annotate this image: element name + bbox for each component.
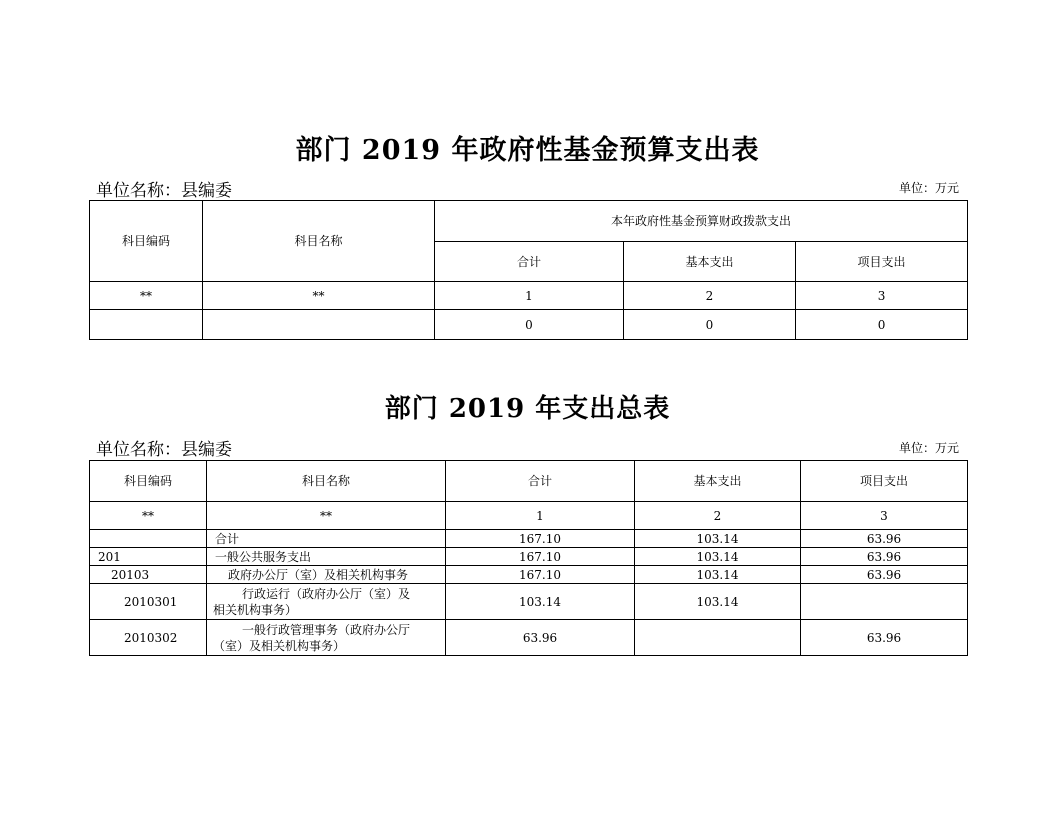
row-total: 167.10 <box>446 566 635 584</box>
table-cell: 3 <box>796 282 968 310</box>
header-row <box>90 461 968 502</box>
row-total: 103.14 <box>446 584 635 620</box>
row-name-line: 相关机构事务） <box>213 602 298 617</box>
row-name: 政府办公厅（室）及相关机构事务 <box>207 566 446 584</box>
section2-unit-name: 单位名称：县编委 <box>96 440 232 460</box>
row-project: 63.96 <box>801 620 968 656</box>
row-total: 63.96 <box>446 620 635 656</box>
section2-unit-label: 单位：万元 <box>898 441 959 455</box>
row-project <box>801 584 968 620</box>
table-row <box>90 620 968 656</box>
section1-unit-name: 单位名称：县编委 <box>96 181 232 201</box>
expenditure-summary-table <box>89 460 968 656</box>
table-cell <box>203 310 435 340</box>
header-code: 科目编码 <box>90 461 207 502</box>
row-basic: 103.14 <box>635 566 801 584</box>
row-code: 2010301 <box>90 584 207 620</box>
table-row <box>90 502 968 530</box>
header-total: 合计 <box>446 461 635 502</box>
row-name: 一般公共服务支出 <box>207 548 446 566</box>
row-code <box>90 530 207 548</box>
row-basic: 103.14 <box>635 548 801 566</box>
header-name: 科目名称 <box>207 461 446 502</box>
table-row <box>90 282 968 310</box>
table-cell: ** <box>90 282 203 310</box>
table-row <box>90 548 968 566</box>
row-total: 167.10 <box>446 548 635 566</box>
header-basic: 基本支出 <box>635 461 801 502</box>
row-basic: 103.14 <box>635 584 801 620</box>
table-row <box>90 310 968 340</box>
table-cell: 0 <box>435 310 624 340</box>
table-row <box>90 530 968 548</box>
row-name-line: 一般行政管理事务（政府办公厅 <box>242 622 411 637</box>
row-basic <box>635 620 801 656</box>
row-project: 63.96 <box>801 566 968 584</box>
header-basic: 基本支出 <box>624 242 796 282</box>
table-cell: 3 <box>801 502 968 530</box>
table-cell: 1 <box>446 502 635 530</box>
row-code: 201 <box>90 548 207 566</box>
table-row <box>90 566 968 584</box>
header-group: 本年政府性基金预算财政拨款支出 <box>435 201 968 242</box>
table-row <box>90 584 968 620</box>
row-project: 63.96 <box>801 548 968 566</box>
header-total: 合计 <box>435 242 624 282</box>
table-cell <box>90 310 203 340</box>
table-cell: 2 <box>635 502 801 530</box>
row-name: 合计 <box>207 530 446 548</box>
row-name <box>207 620 446 656</box>
header-code: 科目编码 <box>90 201 203 282</box>
table-cell: 1 <box>435 282 624 310</box>
row-name-line: （室）及相关机构事务） <box>213 638 346 653</box>
table-cell: ** <box>90 502 207 530</box>
government-fund-budget-table <box>89 200 968 340</box>
header-project: 项目支出 <box>801 461 968 502</box>
table-cell: 2 <box>624 282 796 310</box>
row-code: 20103 <box>90 566 207 584</box>
table-cell: 0 <box>796 310 968 340</box>
row-total: 167.10 <box>446 530 635 548</box>
table-cell: ** <box>203 282 435 310</box>
header-project: 项目支出 <box>796 242 968 282</box>
row-name-line: 行政运行（政府办公厅（室）及 <box>242 586 411 601</box>
row-name <box>207 584 446 620</box>
row-code: 2010302 <box>90 620 207 656</box>
table-cell: 0 <box>624 310 796 340</box>
header-name: 科目名称 <box>203 201 435 282</box>
row-basic: 103.14 <box>635 530 801 548</box>
section2-title: 部门 2019 年支出总表 <box>384 394 671 424</box>
section1-title: 部门 2019 年政府性基金预算支出表 <box>295 135 760 166</box>
section1-unit-label: 单位：万元 <box>898 181 959 195</box>
row-project: 63.96 <box>801 530 968 548</box>
table-cell: ** <box>207 502 446 530</box>
